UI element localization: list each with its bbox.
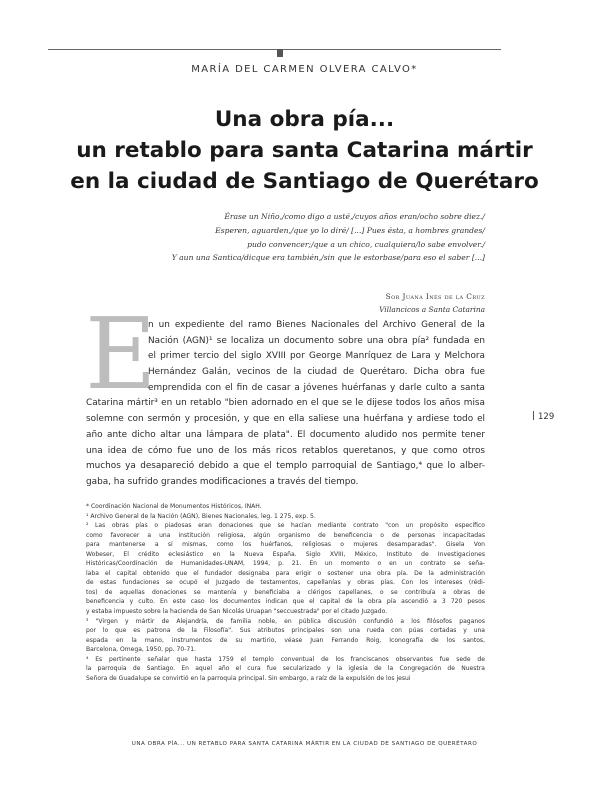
epigraph-line: Y aun una Santica/dicque era también,/sin que le estorbase/para eso el saber [...]	[171, 253, 485, 263]
article-title	[30, 104, 579, 197]
footnote-line: * Coordinación Nacional de Monumentos Históricos, INAH.	[86, 503, 262, 510]
footnote-line: Wobeser, El crédito eclesiástico en la Nueva España. Siglo XVIII, México, Instituto de Investigaciones	[86, 550, 485, 558]
drop-cap: E	[85, 298, 157, 412]
footnote-line: ³ "Virgen y mártir de Alejandría, de familia noble, en pública discusión confundió a los filósofos paganos	[86, 617, 485, 625]
running-footer: UNA OBRA PÍA... UN RETABLO PARA SANTA CATARINA MÁRTIR EN LA CIUDAD DE SANTIAGO DE QUERÉTARO	[131, 741, 478, 747]
page-number-value: 129	[538, 412, 555, 422]
body-line: gaba, ha sufrido grandes modificaciones a través del tiempo.	[86, 476, 359, 487]
footnote-line: la parroquia de Santiago. En aquel año el cura fue secularizado y la iglesia de la Congregación de Nuestra	[86, 665, 485, 673]
footnote-line: como favorecer a una institución religiosa, algún organismo de beneficencia o de personas incapacitadas	[86, 531, 485, 539]
footnote-line: Barcelona, Omega, 1950, pp. 70-71.	[86, 646, 197, 654]
body-text	[86, 318, 485, 491]
epigraph-attribution	[300, 291, 485, 316]
epigraph	[150, 210, 485, 265]
body-line: n un expediente del ramo Bienes Nacionales del Archivo General de la	[148, 320, 485, 330]
page-number-bar	[533, 411, 534, 420]
body-line: Hernández Galán, vecinos de la ciudad de Querétaro. Dicha obra fue	[148, 367, 485, 378]
body-line: Catarina mártir³ en un retablo "bien adornado en el que se le dijese todos los años misa	[86, 398, 485, 409]
epigraph-line: pudo convencer;/que a un chico, cualquiera/lo sabe envolver./	[247, 239, 485, 249]
title-line: un retablo para santa Catarina mártir	[76, 138, 533, 163]
footnote-line: laba el capital obtenido que el fundador designaba para erigir o sostener una obra pía. De la administración	[86, 569, 485, 577]
body-line: solemne con sermón y procesión, y que en ella saliese una huérfana y ardiese todo el	[86, 414, 485, 425]
title-line: en la ciudad de Santiago de Querétaro	[70, 169, 539, 194]
header-rule-mark	[277, 49, 283, 57]
footnote-line: y estaba impuesto sobre la hacienda de San Nicolás Uruapan "seccuestrada" por el citado Juzgado.	[86, 608, 388, 616]
footnote-line: ² Las obras pías o piadosas eran donaciones que se hacían mediante contrato "con un propósito específico	[86, 522, 485, 530]
footnotes	[86, 502, 485, 683]
body-line: Nación (AGN)¹ se localiza un documento sobre una obra pía² fundada en	[148, 335, 485, 346]
footnote-line: ⁴ Es pertinente señalar que hasta 1759 el templo conventual de los franciscanos observantes fue sede de	[86, 655, 485, 663]
footnote-line: espada en la mano, instrumentos de su martirio, véase Juan Ferrando Roig, Iconografía de los santos,	[86, 636, 485, 644]
footnote-line: Históricas/Coordinación de Humanidades-UNAM, 1994, p. 21. En un momento o en un contrato se seña-	[86, 560, 485, 568]
footnote-line: ¹ Archivo General de la Nación (AGN), Bienes Nacionales, leg. 1 275, exp. 5.	[86, 512, 316, 520]
attribution-source: Villancicos a Santa Catarina	[379, 304, 485, 314]
header-rule	[48, 49, 501, 50]
body-line: año ante dicho altar una lámpara de plata". El documento aludido nos permite tener	[86, 429, 485, 440]
body-line: emprendida con el fin de casar a jóvenes huérfanas y darle culto a santa	[148, 382, 485, 393]
footnote-line: Señora de Guadalupe se convirtió en la parroquia principal. Sin embargo, a raíz de la expulsión de los jesui	[86, 674, 411, 682]
author-name: MARÍA DEL CARMEN OLVERA CALVO*	[191, 64, 418, 75]
footnote-line: tos) de aquellas donaciones se mantenía y beneficiaba a clérigos capellanes, o se contribuía a obras de	[86, 588, 485, 596]
body-line: una idea de cómo fue uno de los más ricos retablos queretanos, y que como otros	[86, 445, 485, 456]
body-line: el primer tercio del siglo XVIII por George Manríquez de Lara y Melchora	[148, 351, 485, 362]
footnote-line: por lo que es patrona de la Filosofía". Sus atributos principales son una rueda con púas cortadas y una	[86, 627, 485, 635]
epigraph-line: Esperen, aguarden,/que yo lo diré/ [...] Pues ésta, a hombres grandes/	[215, 225, 485, 235]
page-number	[533, 411, 554, 422]
footnote-line: de estas fundaciones se ocupó el Juzgado de testamentos, capellanías y obras pías. Con los intereses (rédi-	[86, 579, 485, 587]
body-line: muchos ya desapareció debido a que el templo parroquial de Santiago,⁴ que lo alber-	[86, 461, 485, 472]
footnote-line: para mantenerse a sí mismas, como los huérfanos, religiosas o mujeres desamparadas". Gisela Von	[86, 541, 485, 549]
title-line: Una obra pía...	[214, 107, 395, 132]
epigraph-line: Érase un Niño,/como digo a usté,/cuyos años eran/ocho sobre diez./	[224, 212, 485, 221]
footnote-line: beneficencia y culto. En este caso los documentos indican que el capital de la obra pía ascendió a 3 720 pesos	[86, 598, 485, 606]
attribution-name: Sor Juana Inés de la Cruz	[385, 292, 485, 301]
